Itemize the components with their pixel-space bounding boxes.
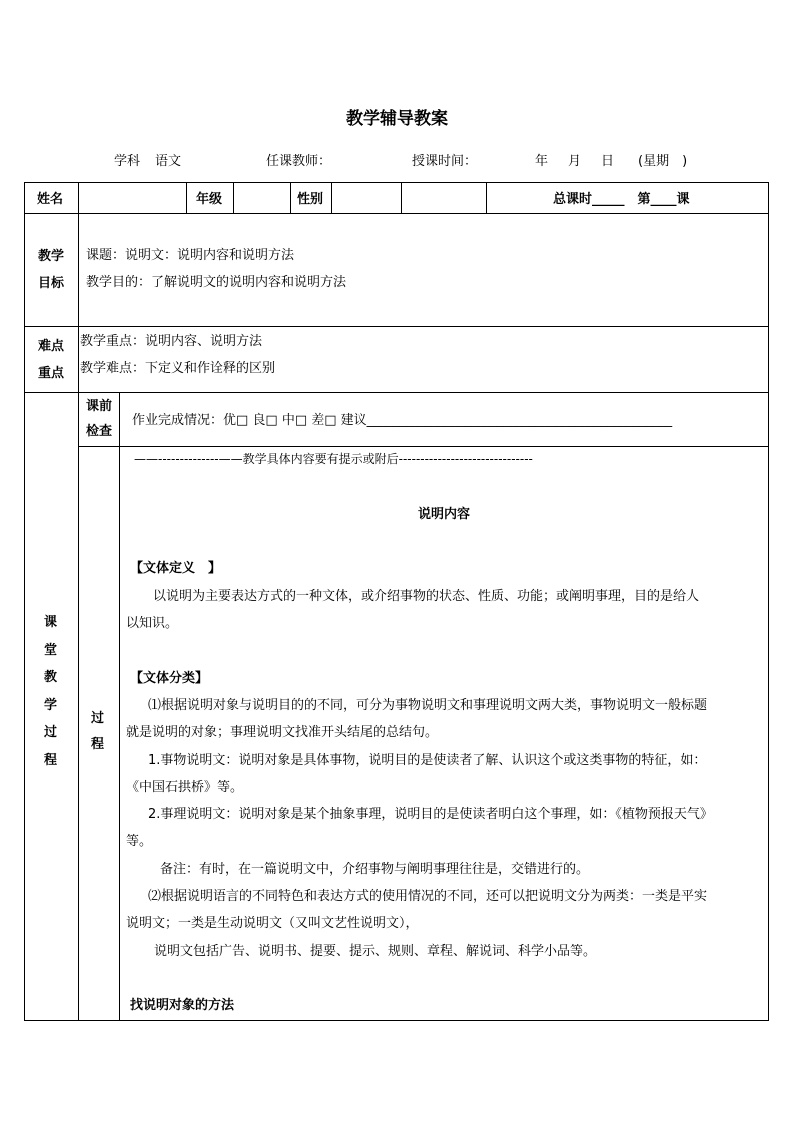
classification-p2-line-1: 1.事物说明文：说明对象是具体事物，说明目的是使读者了解、认识这个或这类事物的特征，如： — [148, 753, 707, 768]
difficulty-text: 教学难点：下定义和作诠释的区别 — [80, 361, 276, 376]
section-heading: 说明内容 — [417, 507, 470, 522]
classification-note: 备注：有时，在一篇说明文中，介绍事物与阐明事理往往是，交错进行的。 — [160, 862, 590, 877]
objective-purpose: 教学目的：了解说明文的说明内容和说明方法 — [86, 275, 347, 290]
year-label: 年 — [535, 154, 549, 169]
gender-label: 性别 — [297, 192, 324, 207]
objective-label-2: 目标 — [38, 276, 65, 291]
weekday-label: (星期 ) — [638, 154, 688, 169]
key-point-text: 教学重点：说明内容、说明方法 — [80, 334, 263, 349]
page-title: 教学辅导教案 — [346, 109, 448, 129]
day-label: 日 — [601, 154, 615, 169]
classification-p3-line-1: 2.事理说明文：说明对象是某个抽象事理，说明目的是使读者明白这个事理，如：《植物预报天气》 — [148, 807, 713, 822]
time-label: 授课时间： — [412, 154, 478, 169]
classification-p1-line-2: 就是说明的对象；事理说明文找准开头结尾的总结句。 — [126, 725, 439, 740]
total-hours-label: 总课时_____ 第____课 — [553, 192, 690, 207]
month-label: 月 — [568, 154, 582, 169]
grade-label: 年级 — [196, 192, 223, 207]
classification-p1-line-1: ⑴根据说明对象与说明目的的不同，可分为事物说明文和事理说明文两大类，事物说明文一般标题 — [148, 698, 708, 713]
classification-heading: 【文体分类】 — [130, 671, 209, 686]
classification-p5: 说明文包括广告、说明书、提要、提示、规则、章程、解说词、科学小品等。 — [154, 944, 597, 959]
method-heading: 找说明对象的方法 — [130, 998, 235, 1013]
objective-topic: 课题：说明文：说明内容和说明方法 — [86, 248, 295, 263]
keypoints-label-1: 难点 — [38, 339, 65, 354]
definition-line-1: 以说明为主要表达方式的一种文体，或介绍事物的状态、性质、功能；或阐明事理，目的是给人 — [153, 589, 700, 604]
classification-p4-line-2: 说明文；一类是生动说明文（又叫文艺性说明文）， — [126, 916, 419, 931]
classification-p4-line-1: ⑵根据说明语言的不同特色和表达方式的使用情况的不同，还可以把说明文分为两类：一类是平实 — [148, 889, 708, 904]
objective-label-1: 教学 — [38, 249, 65, 264]
check-label-1: 课前 — [86, 399, 113, 414]
name-label: 姓名 — [37, 192, 64, 207]
keypoints-label-2: 重点 — [38, 366, 65, 381]
classification-p2-line-2: 《中国石拱桥》等。 — [126, 780, 244, 795]
teacher-label: 任课教师： — [266, 154, 332, 169]
subject-value: 语文 — [155, 154, 182, 169]
check-label-2: 检查 — [86, 424, 113, 439]
homework-check-text: 作业完成情况：优□ 良□ 中□ 差□ 建议_______________________________________________ — [132, 413, 673, 428]
subject-label: 学科 — [114, 154, 141, 169]
process-outer-label: 课 堂 教 学 过 程 — [44, 615, 58, 768]
definition-heading: 【文体定义 】 — [130, 561, 222, 576]
process-inner-label: 过 程 — [91, 711, 105, 752]
content-divider: ——--------------——教学具体内容要有提示或附后------------------------------- — [134, 452, 533, 466]
definition-line-2: 以知识。 — [126, 616, 179, 631]
classification-p3-line-2: 等。 — [126, 834, 153, 849]
